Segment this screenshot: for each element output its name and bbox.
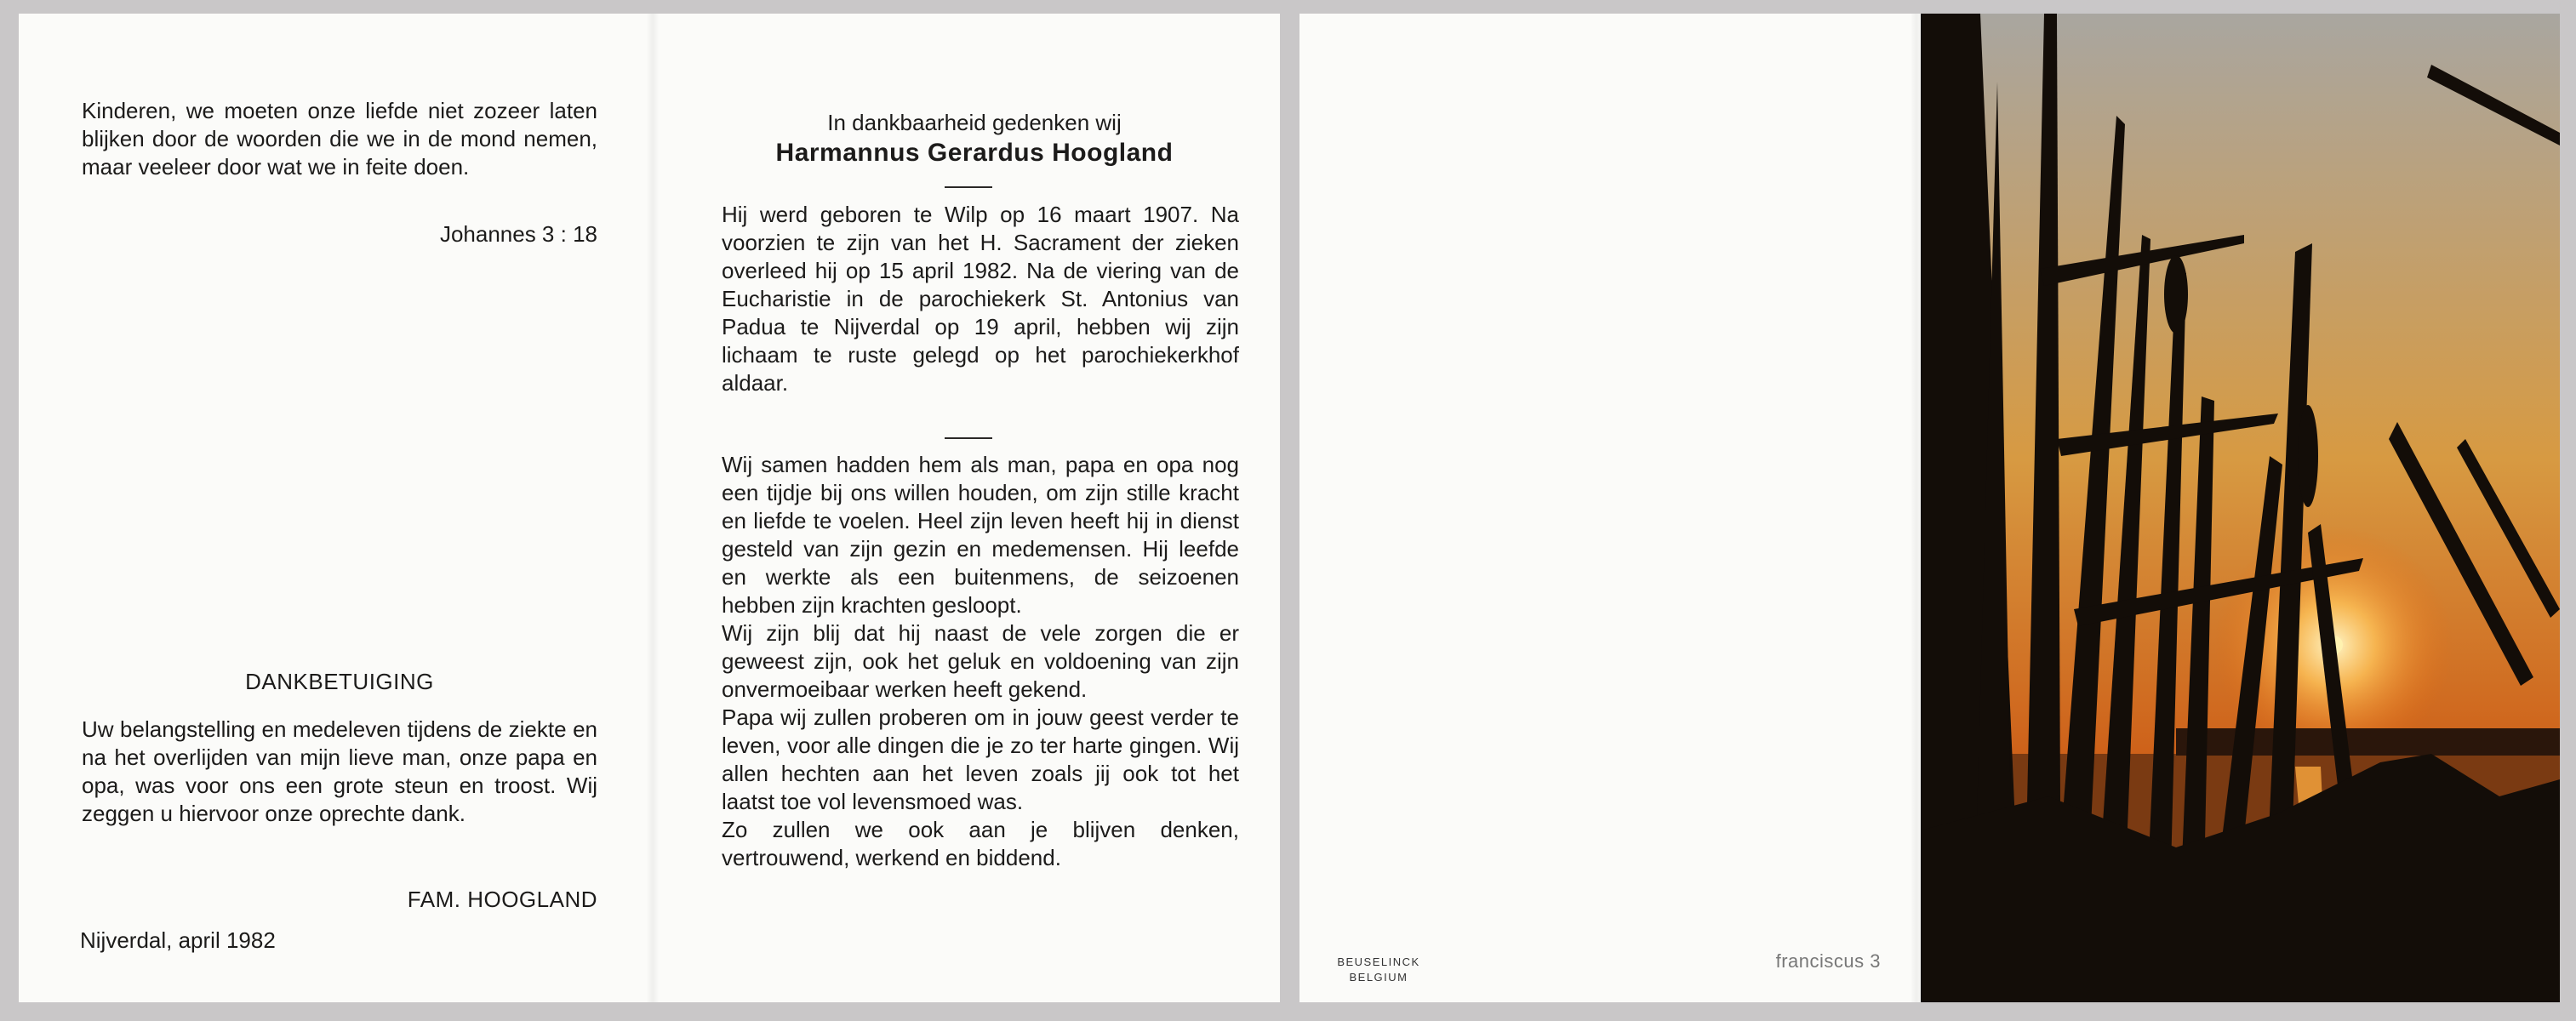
thanks-text: Uw belangstelling en medeleven tijdens de ziekte en na het overlijden van mijn lieve man, onze papa en opa, was voor ons een grote steun en troost. Wij zeggen u hiervoor onze oprechte dank. (82, 716, 597, 826)
publisher-name: BEUSELINCK (1337, 955, 1420, 968)
publisher-country: BELGIUM (1349, 971, 1408, 984)
tribute-paragraph: Wij zijn blij dat hij naast de vele zorgen die er geweest zijn, ook het geluk en voldoening van zijn onvermoeibaar werken heeft gekend. (722, 620, 1239, 702)
biography-text: Hij werd geboren te Wilp op 16 maart 1907. Na voorzien te zijn van het H. Sacrament der zieken overleed hij op 15 april 1982. Na de viering van de Eucharistie in de parochiekerk St. Antonius van Padua te Nijverdal op 19 april, hebben wij zijn lichaam te ruste gelegd op het parochiekerkhof aldaar. (722, 202, 1239, 396)
series-label: franciscus 3 (1775, 950, 1881, 972)
place-date: Nijverdal, april 1982 (80, 927, 276, 953)
divider (945, 437, 992, 439)
publisher-mark (1329, 955, 1428, 985)
card-fold (647, 14, 659, 1002)
tribute-paragraph: Wij samen hadden hem als man, papa en opa nog een tijdje bij ons willen houden, om zijn stille kracht en liefde te voelen. Heel zijn leven heeft hij in dienst gesteld van zijn gezin en medemensen. Hij leefde en werkte als een buitenmens, de seizoenen hebben zijn krachten gesloopt. (722, 452, 1239, 618)
reeds-sunset-icon (1921, 14, 2560, 1002)
memorial-card-inside (19, 14, 1280, 1002)
deceased-name: Harmannus Gerardus Hoogland (775, 139, 1174, 167)
thanks-heading: DANKBETUIGING (245, 669, 434, 694)
reeds-sunset-photo (1921, 14, 2560, 1002)
memorial-intro: In dankbaarheid gedenken wij (827, 110, 1122, 135)
tribute-text (722, 451, 1239, 872)
scripture-quote: Kinderen, we moeten onze liefde niet zozeer laten blijken door de woorden die we in de mond nemen, maar veeleer door wat we in feite doen. (82, 98, 597, 180)
tribute-paragraph: Zo zullen we ook aan je blijven denken, vertrouwend, werkend en biddend. (722, 817, 1239, 870)
scripture-reference: Johannes 3 : 18 (439, 221, 597, 247)
tribute-paragraph: Papa wij zullen proberen om in jouw geest verder te leven, voor alle dingen die je zo ter harte gingen. Wij allen hechten aan het leven zoals jij ook tot het laatst toe vol levensmoed was. (722, 704, 1239, 814)
divider (945, 186, 992, 188)
family-signature: FAM. HOOGLAND (407, 887, 597, 912)
